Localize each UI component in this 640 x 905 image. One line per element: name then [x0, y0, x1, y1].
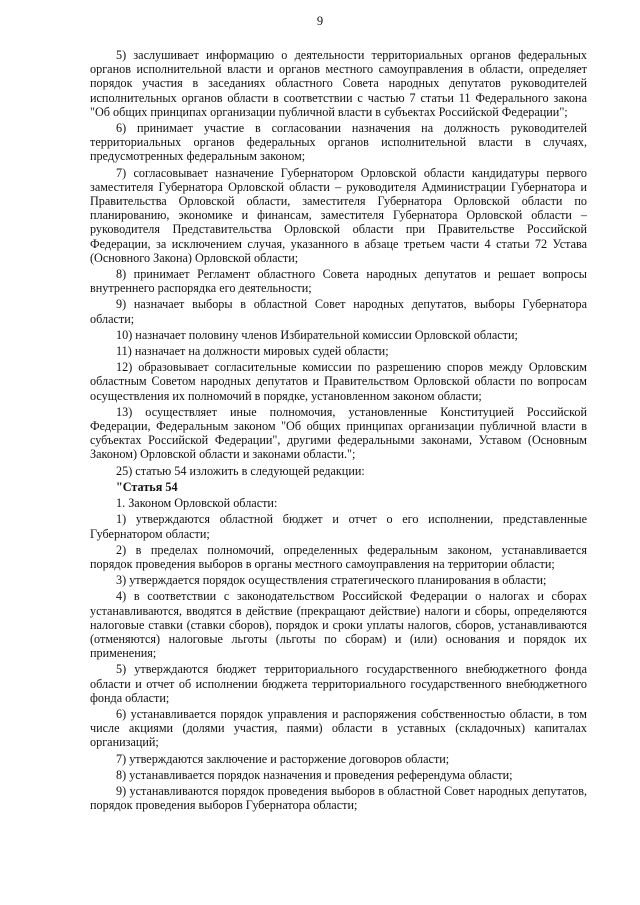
paragraph: 13) осуществляет иные полномочия, установленные Конституцией Российской Федерации, Федеральным законом "Об общих принципах организации публичной власти в субъектах Российской Федерации", другими федеральными законами, Уставом (Основным Законом) Орловской области и законами области.";: [90, 404, 587, 462]
paragraph: 8) устанавливается порядок назначения и проведения референдума области;: [116, 767, 513, 782]
paragraph: 6) устанавливается порядок управления и распоряжения собственностью области, в том числе акциями (долями участия, паями) области в уставных (складочных) капиталах организаций;: [90, 706, 587, 750]
paragraph: 7) утверждаются заключение и расторжение договоров области;: [116, 751, 450, 766]
paragraph: 12) образовывает согласительные комиссии по разрешению споров между Орловским областным Советом народных депутатов и Правительством Орловской области по вопросам осуществления их полномочий в порядке, установленном законом области;: [90, 360, 587, 403]
paragraph: 1. Законом Орловской области:: [116, 496, 278, 511]
paragraph: 9) устанавливаются порядок проведения выборов в областной Совет народных депутатов, порядок проведения выборов Губернатора области;: [90, 783, 587, 813]
paragraph: 7) согласовывает назначение Губернатором Орловской области кандидатуры первого заместителя Губернатора Орловской области – руководителя Администрации Губернатора и Правительства Орловской области, заместителя Губернатора Орловской области по планированию, экономике и финансам, заместителя Губернатора Орловской области – руководителя Представительства Орловской области при Правительстве Российской Федерации, за исключением случая, указанного в абзаце третьем части 4 статьи 72 Устава (Основного Закона) Орловской области;: [90, 165, 587, 265]
paragraph: 10) назначает половину членов Избирательной комиссии Орловской области;: [116, 327, 518, 342]
paragraph: 8) принимает Регламент областного Совета народных депутатов и решает вопросы внутреннего распорядка его деятельности;: [90, 267, 587, 296]
article-heading: "Статья 54: [116, 479, 178, 494]
paragraph: 5) утверждаются бюджет территориального государственного внебюджетного фонда области и отчет об исполнении бюджета территориального государственного внебюджетного фонда области;: [90, 662, 587, 705]
paragraph: 1) утверждаются областной бюджет и отчет о его исполнении, представленные Губернатором области;: [90, 512, 587, 541]
paragraph: 2) в пределах полномочий, определенных федеральным законом, устанавливается порядок проведения выборов в органы местного самоуправления на территории области;: [90, 542, 587, 571]
paragraph: 4) в соответствии с законодательством Российской Федерации о налогах и сборах устанавливаются, вводятся в действие (прекращают действие) налоги и сборы, определяются налоговые ставки (ставки сборов), порядок и сроки уплаты налогов, сборов, устанавливаются (отменяются) налоговые льготы (льготы по сборам) и (или) основания и порядок их применения;: [90, 589, 587, 661]
paragraph: 5) заслушивает информацию о деятельности территориальных органов федеральных органов исполнительной власти и органов местного самоуправления в области, определяет порядок участия в заседаниях областного Совета народных депутатов руководителей исполнительных органов области в соответствии с частью 7 статьи 11 Федерального закона "Об общих принципах организации публичной власти в субъектах Российской Федерации";: [90, 48, 587, 119]
document-body: [90, 48, 587, 814]
paragraph: 9) назначает выборы в областной Совет народных депутатов, выборы Губернатора области;: [90, 297, 587, 326]
paragraph: 25) статью 54 изложить в следующей редакции:: [116, 463, 365, 478]
page-number: 9: [316, 14, 324, 28]
paragraph: 6) принимает участие в согласовании назначения на должность руководителей территориальных органов федеральных органов исполнительной власти в случаях, предусмотренных федеральным законом;: [90, 121, 587, 164]
paragraph: 11) назначает на должности мировых судей области;: [116, 344, 389, 359]
paragraph: 3) утверждается порядок осуществления стратегического планирования в области;: [116, 573, 547, 588]
